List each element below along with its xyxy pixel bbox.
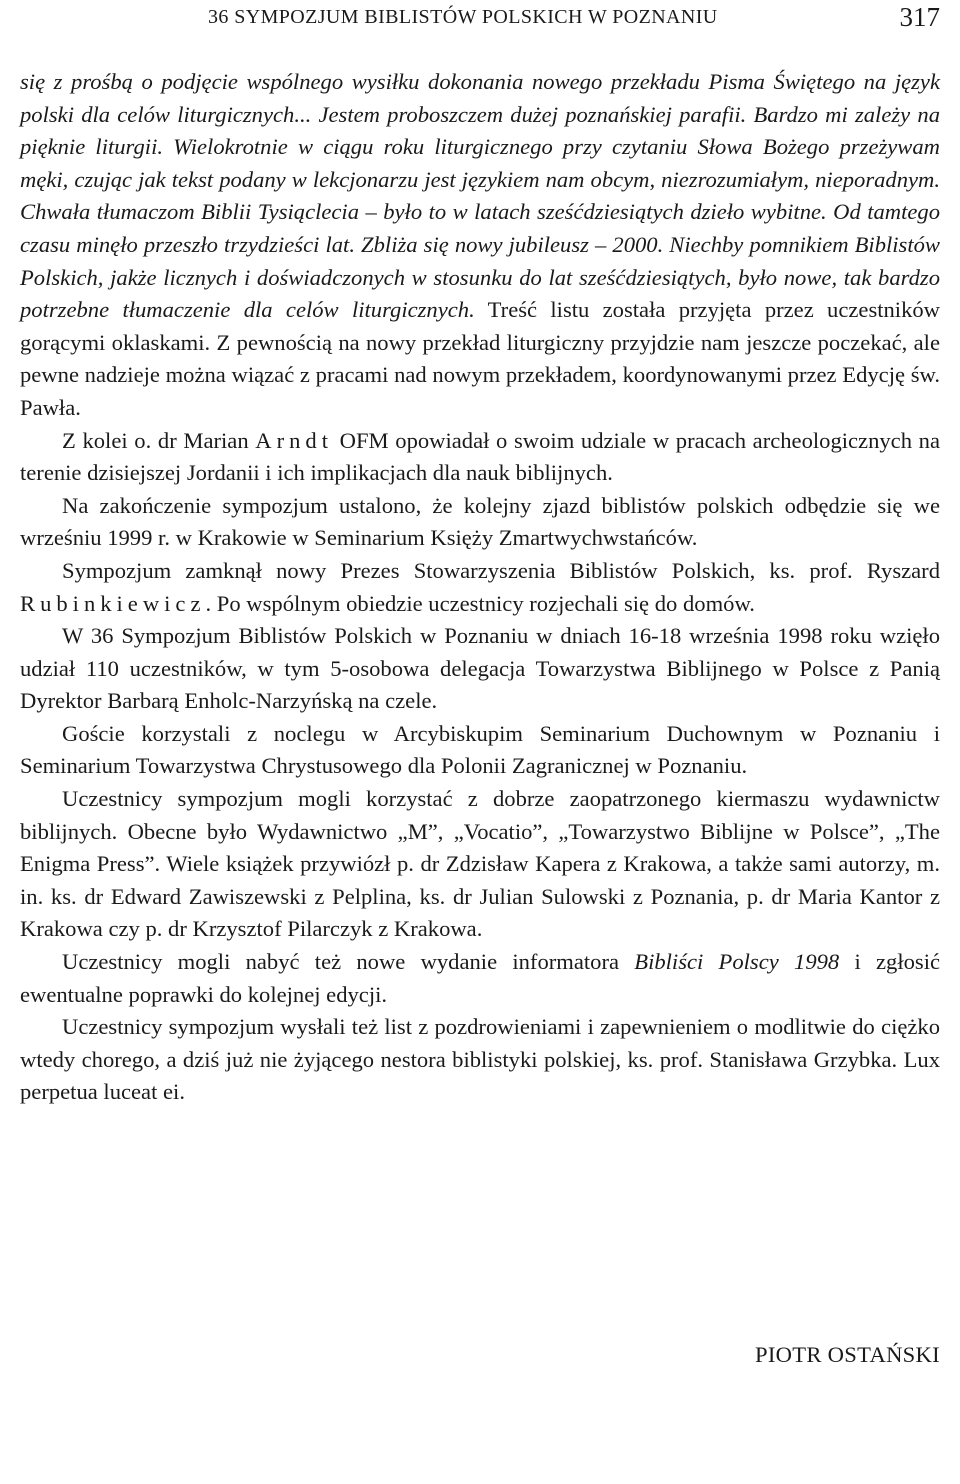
paragraph-text: Z kolei o. dr Marian bbox=[62, 427, 256, 453]
paragraph-participants: W 36 Sympozjum Biblistów Polskich w Poznaniu w dniach 16-18 września 1998 roku wzięło udział 110 uczestników, w tym 5-osobowa delegacja Towarzystwa Biblijnego w Polsce z Panią Dyrektor Barbarą Enholc-Narzyńską na czele. bbox=[20, 623, 940, 714]
paragraph-text: Sympozjum zamknął nowy Prezes Stowarzyszenia Biblistów Polskich, ks. prof. Ryszard bbox=[62, 557, 940, 583]
author-signature: PIOTR OSTAŃSKI bbox=[754, 1342, 940, 1367]
running-title: 36 SYMPOZJUM BIBLISTÓW POLSKICH W POZNANIU bbox=[208, 6, 718, 28]
book-title: Bibliści Polscy 1998 bbox=[634, 949, 840, 975]
spaced-surname: Arndt bbox=[255, 427, 333, 453]
paragraph-book-fair: Uczestnicy sympozjum mogli korzystać z dobrze zaopatrzonego kiermaszu wydawnictw biblijnych. Obecne było Wydawnictwo „M”, „Vocatio”, „Towarzystwo Biblijne w Polsce”, „The Enigma Press”. Wiele książek przywiózł p. dr Zdzisław Kapera z Krakowa, a także sami autorzy, m. in. ks. dr Edward Zawiszewski z Pelplina, ks. dr Julian Sulowski z Poznania, p. dr Maria Kantor z Krakowa czy p. dr Krzysztof Pilarczyk z Krakowa. bbox=[20, 786, 940, 942]
paragraph-text: . Po wspólnym obiedzie uczestnicy rozjechali się do domów. bbox=[205, 590, 755, 616]
paragraph-text: OFM opowiadał o swoim udziale w pracach archeologicznych na terenie dzisiejszej Jordanii i ich implikacjach dla nauk biblijnych. bbox=[20, 427, 940, 486]
running-header bbox=[20, 2, 940, 36]
paragraph-text: Treść listu została przyjęta przez uczestników gorącymi oklaskami. Z pewnością na nowy przekład liturgiczny przyjdzie nam jeszcze poczekać, ale pewne nadzieje można wiązać z pracami nad nowym przekładem, koordynowanymi przez Edycję św. Pawła. bbox=[20, 297, 940, 420]
paragraph-next-meeting: Na zakończenie sympozjum ustalono, że kolejny zjazd biblistów polskich odbędzie się we wrześniu 1999 r. w Krakowie w Seminarium Księży Zmartwychwstańców. bbox=[20, 492, 940, 551]
paragraph-accommodation: Goście korzystali z noclegu w Arcybiskupim Seminarium Duchownym w Poznaniu i Seminarium Towarzystwa Chrystusowego dla Polonii Zagranicznej w Poznaniu. bbox=[20, 720, 940, 779]
paragraph-greetings-letter: Uczestnicy sympozjum wysłali też list z pozdrowieniami i zapewnieniem o modlitwie do ciężko wtedy chorego, a dziś już nie żyjącego nestora biblistyki polskiej, ks. prof. Stanisława Grzybka. Lux perpetua luceat ei. bbox=[20, 1014, 940, 1105]
article-body bbox=[20, 66, 940, 1109]
page-number: 317 bbox=[899, 2, 940, 32]
paragraph-closing bbox=[20, 555, 940, 620]
paragraph-letter-quote bbox=[20, 66, 940, 425]
paragraph-directory bbox=[20, 946, 940, 1011]
paragraph-text: Uczestnicy mogli nabyć też nowe wydanie informatora bbox=[62, 949, 635, 975]
document-page bbox=[20, 0, 940, 1484]
paragraph-text: i zgłosić ewentualne poprawki do kolejnej edycji. bbox=[20, 949, 940, 1007]
quoted-letter-text: się z prośbą o podjęcie wspólnego wysiłku dokonania nowego przekładu Pisma Świętego na język polski dla celów liturgicznych... Jestem proboszczem dużej poznańskiej parafii. Bardzo mi zależy na pięknie liturgii. Wielokrotnie w ciągu roku liturgicznego przy czytaniu Słowa Bożego przeżywam męki, czując jak tekst podany w lekcjonarzu jest językiem nam obcym, niezrozumiałym, nieporadnym. Chwała tłumaczom Biblii Tysiąclecia – było to w latach sześćdziesiątych dzieło wybitne. Od tamtego czasu minęło przeszło trzydzieści lat. Zbliża się nowy jubileusz – 2000. Niechby pomnikiem Biblistów Polskich, jakże licznych i doświadczonych w stosunku do lat sześćdziesiątych, było nowe, tak bardzo potrzebne tłumaczenie dla celów liturgicznych. bbox=[20, 69, 940, 323]
paragraph-arndt bbox=[20, 425, 940, 490]
spaced-surname: Rubinkiewicz bbox=[20, 590, 206, 616]
